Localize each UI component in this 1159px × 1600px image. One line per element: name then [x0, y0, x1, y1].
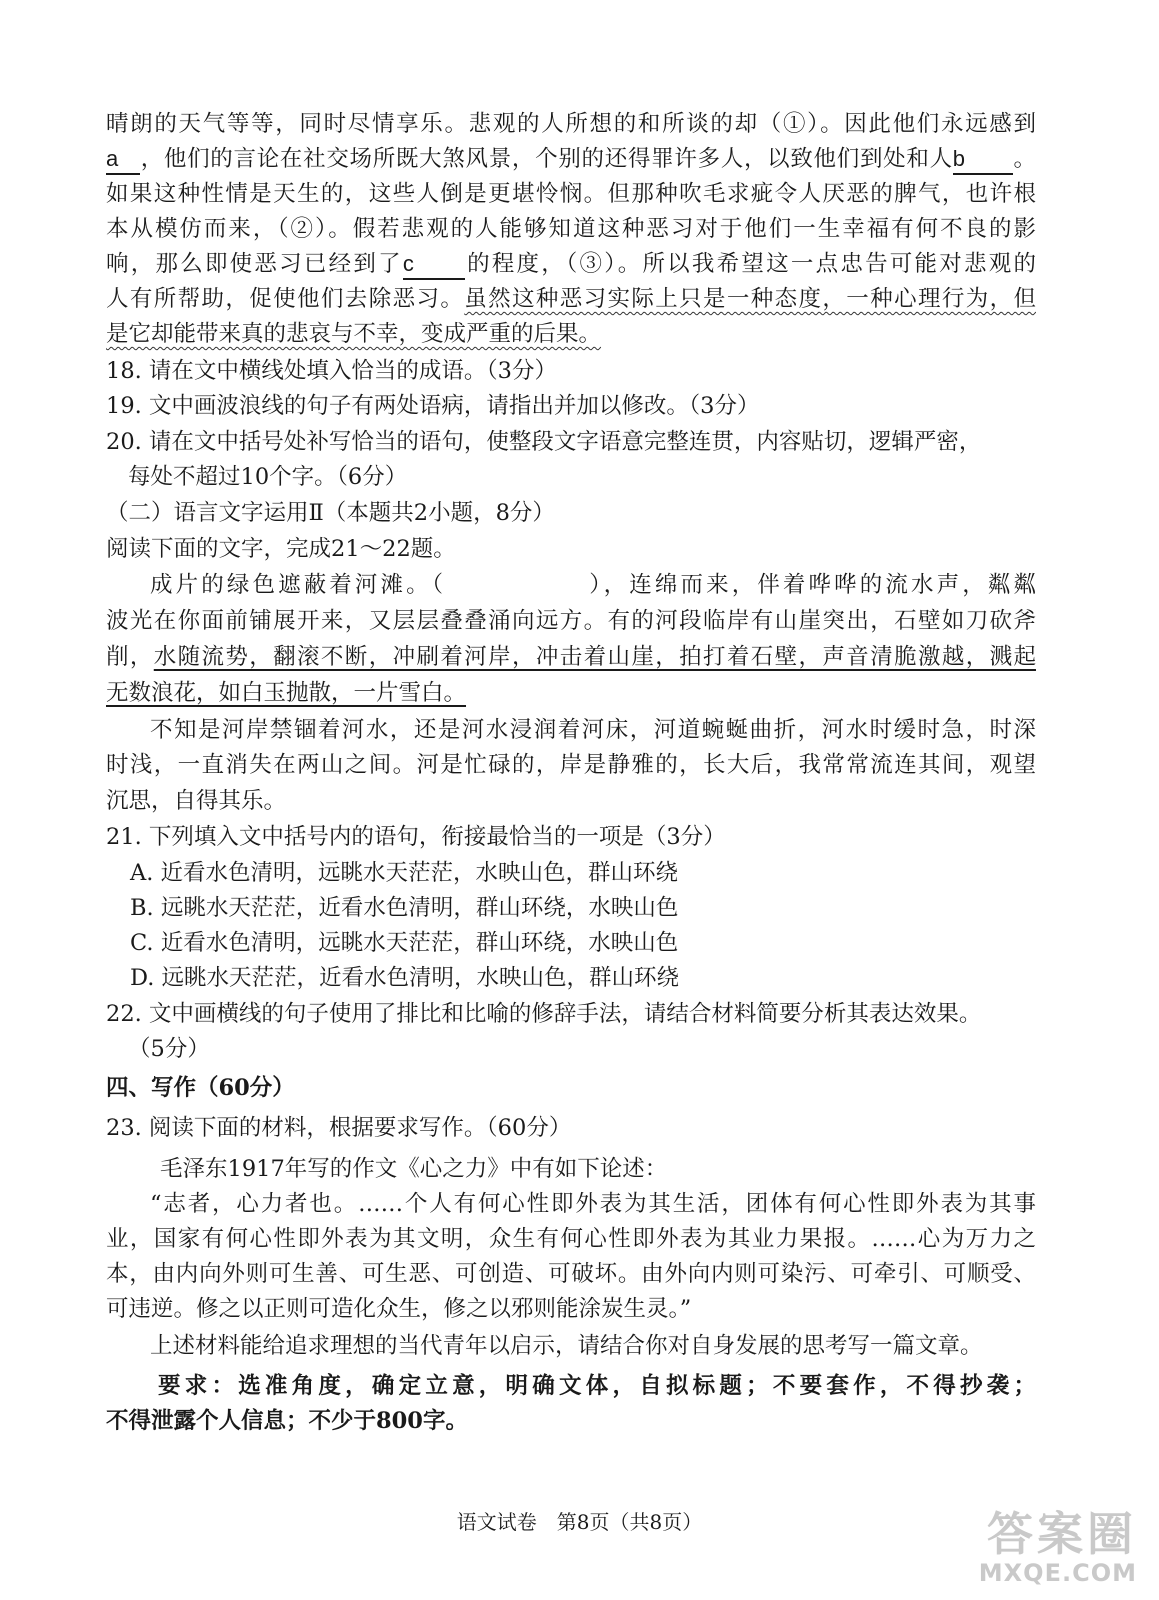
wavy-underlined-sentence: 虽然这种恶习实际上只是一种态度，一种心理行为，但	[464, 286, 1036, 312]
question-23	[106, 1111, 1036, 1145]
text: 毛泽东1917年写的作文《心之力》中有如下论述：	[160, 1156, 668, 1182]
text: 19. 文中画波浪线的句子有两处语病，请指出并加以修改。（3分）	[106, 393, 760, 419]
section-2-heading	[106, 496, 1036, 530]
question-18	[106, 354, 1036, 388]
text: 波光在你面前铺展开来，又层层叠叠涌向远方。有的河段临岸有山崖突出，石壁如刀砍斧	[106, 608, 1036, 634]
text: 晴朗的天气等等，同时尽情享乐。悲观的人所想的和所谈的却（①）。因此他们永远感到	[106, 111, 1036, 137]
option-c	[130, 926, 1060, 960]
passage2-line-5	[150, 713, 1036, 747]
passage2-line-4	[106, 676, 1036, 710]
watermark-url: MXQE.COM	[978, 1559, 1137, 1587]
material-quote-line-4	[106, 1292, 1036, 1326]
passage1-line-1	[106, 107, 1036, 141]
underlined-sentence: 无数浪花，如白玉抛散，一片雪白。	[106, 680, 467, 706]
passage1-line-6	[106, 282, 1036, 316]
material-quote-line-1	[150, 1187, 1036, 1221]
text: 人有所帮助，促使他们去除恶习。	[106, 286, 465, 312]
text: （5分）	[128, 1036, 210, 1062]
question-22-line-1	[106, 997, 1036, 1031]
text: A. 近看水色清明，远眺水天茫茫，水映山色，群山环绕	[130, 860, 679, 886]
passage1-line-5	[106, 247, 1036, 281]
text: 21. 下列填入文中括号内的语句，衔接最恰当的一项是（3分）	[106, 824, 726, 850]
text: 不知是河岸禁锢着河水，还是河水浸润着河床，河道蜿蜒曲折，河水时缓时急，时深	[150, 717, 1036, 743]
text: 时浅，一直消失在两山之间。河是忙碌的，岸是静雅的，长大后，我常常流连其间，观望	[106, 752, 1036, 778]
wavy-underlined-sentence: 是它却能带来真的悲哀与不幸，变成严重的后果。	[106, 321, 602, 347]
text: 上述材料能给追求理想的当代青年以启示，请结合你对自身发展的思考写一篇文章。	[150, 1333, 983, 1359]
underlined-sentence: 水随流势，翻滚不断，冲刷着河岸，冲击着山崖，拍打着石壁，声音清脆激越，溅起	[153, 644, 1036, 670]
section-2-instruction	[106, 532, 1036, 566]
text: 四、写作（60分）	[106, 1075, 295, 1101]
passage2-line-6	[106, 748, 1036, 782]
material-intro	[160, 1152, 1090, 1186]
text: 23. 阅读下面的材料，根据要求写作。（60分）	[106, 1115, 572, 1141]
material-quote-line-3	[106, 1257, 1036, 1291]
text: 阅读下面的文字，完成21～22题。	[106, 536, 456, 562]
text: （二）语言文字运用Ⅱ（本题共2小题，8分）	[106, 500, 555, 526]
text: 。	[1012, 146, 1036, 172]
text: C. 近看水色清明，远眺水天茫茫，群山环绕，水映山色	[130, 930, 679, 956]
text: 削，	[106, 644, 154, 670]
passage2-line-3	[106, 640, 1036, 674]
watermark	[979, 1508, 1137, 1586]
text: 业，国家有何心性即外表为其文明，众生有何心性即外表为其业力果报。……心为万力之	[106, 1226, 1036, 1252]
text: 可违逆。修之以正则可造化众生，修之以邪则能涂炭生灵。”	[106, 1296, 692, 1322]
question-20-line-2	[128, 460, 1058, 494]
text: 本从模仿而来，（②）。假若悲观的人能够知道这种恶习对于他们一生幸福有何不良的影	[106, 216, 1036, 242]
blank-b: b	[953, 147, 1013, 175]
watermark-logo: 答案圈	[987, 1507, 1137, 1561]
material-quote-line-2	[106, 1222, 1036, 1256]
passage1-line-3	[106, 177, 1036, 211]
option-a	[130, 856, 1060, 890]
text: B. 远眺水天茫茫，近看水色清明，群山环绕，水映山色	[130, 895, 679, 921]
option-d	[130, 961, 1060, 995]
text: ），连绵而来，伴着哗哗的流水声，粼粼	[586, 572, 1036, 598]
text: 沉思，自得其乐。	[106, 788, 287, 814]
section-4-heading	[106, 1071, 1036, 1105]
passage1-line-2	[106, 142, 1036, 176]
requirements-line-1	[158, 1369, 1036, 1403]
question-21-stem	[106, 820, 1036, 854]
text: 本，由内向外则可生善、可生恶、可创造、可破坏。由外向内则可染污、可牵引、可顺受、	[106, 1261, 1036, 1287]
question-20-line-1	[106, 425, 1036, 459]
passage2-line-2	[106, 604, 1036, 638]
text: D. 远眺水天茫茫，近看水色清明，水映山色，群山环绕	[130, 965, 680, 991]
option-b	[130, 891, 1060, 925]
text: 成片的绿色遮蔽着河滩。（	[150, 572, 447, 598]
passage1-line-7	[106, 317, 1036, 351]
question-19	[106, 389, 1036, 423]
question-22-line-2	[128, 1032, 1058, 1066]
text: 的程度，（③）。所以我希望这一点忠告可能对悲观的	[464, 251, 1036, 277]
text: “志者，心力者也。……个人有何心性即外表为其生活，团体有何心性即外表为其事	[150, 1191, 1036, 1217]
text: 20. 请在文中括号处补写恰当的语句，使整段文字语意完整连贯，内容贴切，逻辑严密，	[106, 429, 982, 455]
text: 响，那么即使恶习已经到了	[106, 251, 403, 277]
text: 不得泄露个人信息；不少于800字。	[106, 1408, 468, 1434]
text: 每处不超过10个字。（6分）	[128, 464, 408, 490]
text: 18. 请在文中横线处填入恰当的成语。（3分）	[106, 358, 558, 384]
passage2-line-7	[106, 784, 1036, 818]
text: ，他们的言论在社交场所既大煞风景，个别的还得罪许多人，以致他们到处和人	[140, 146, 953, 172]
text: 要求：选准角度，确定立意，明确文体，自拟标题；不要套作，不得抄袭；	[158, 1373, 1036, 1399]
blank-a: a	[106, 147, 140, 175]
passage2-line-1	[150, 568, 1036, 602]
page-footer: 语文试卷 第8页（共8页）	[456, 1510, 703, 1534]
requirements-line-2	[106, 1404, 1036, 1438]
writing-prompt	[150, 1329, 1036, 1363]
blank-c: c	[403, 252, 465, 280]
text: 22. 文中画横线的句子使用了排比和比喻的修辞手法，请结合材料简要分析其表达效果。	[106, 1001, 982, 1027]
text: 如果这种性情是天生的，这些人倒是更堪怜悯。但那种吹毛求疵令人厌恶的脾气，也许根	[106, 181, 1036, 207]
passage1-line-4	[106, 212, 1036, 246]
